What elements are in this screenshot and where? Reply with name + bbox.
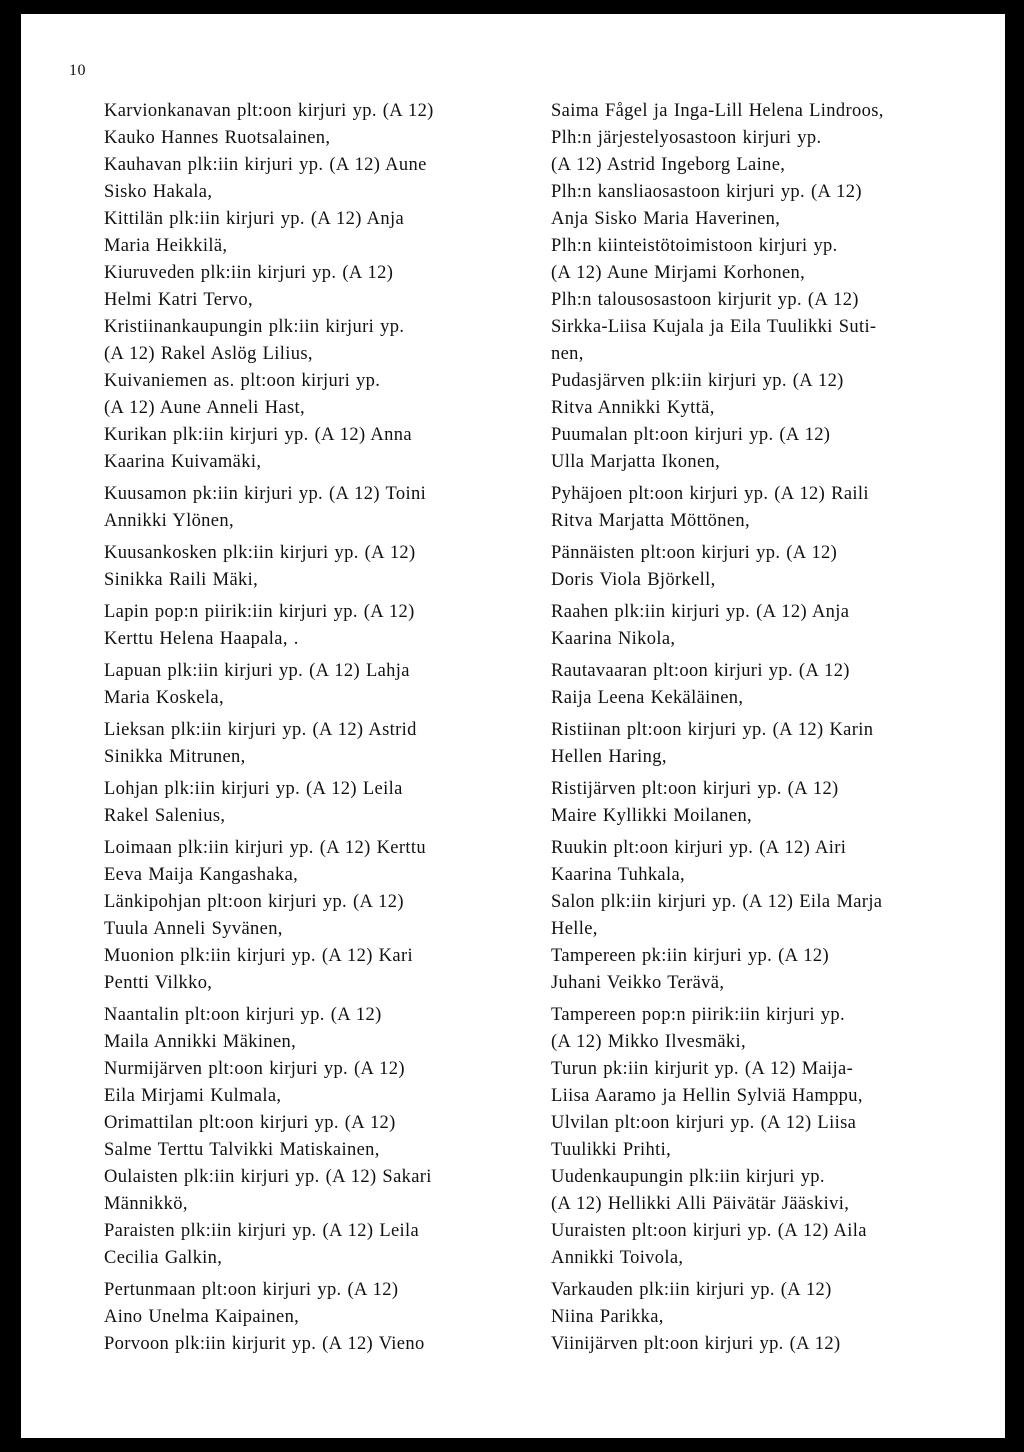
text-line: Plh:n kiinteistötoimistoon kirjuri yp. — [551, 236, 838, 256]
text-line: Pyhäjoen plt:oon kirjuri yp. (A 12) Raili — [551, 484, 869, 504]
text-line: Ristiinan plt:oon kirjuri yp. (A 12) Karin — [551, 720, 874, 740]
text-line: Tampereen pop:n piirik:iin kirjuri yp. — [551, 1005, 845, 1025]
text-line: Varkauden plk:iin kirjuri yp. (A 12) — [551, 1280, 832, 1300]
text-line: Liisa Aaramo ja Hellin Sylviä Hamppu, — [551, 1086, 863, 1106]
text-line: Ristijärven plt:oon kirjuri yp. (A 12) — [551, 779, 839, 799]
text-line: Männikkö, — [104, 1194, 188, 1214]
text-line: Helle, — [551, 919, 598, 939]
text-line: Kristiinankaupungin plk:iin kirjuri yp. — [104, 317, 405, 337]
text-line: Juhani Veikko Terävä, — [551, 973, 725, 993]
text-line: Oulaisten plk:iin kirjuri yp. (A 12) Sakari — [104, 1167, 432, 1187]
text-line: Maria Koskela, — [104, 688, 224, 708]
text-line: Loimaan plk:iin kirjuri yp. (A 12) Kerttu — [104, 838, 426, 858]
text-line: Pännäisten plt:oon kirjuri yp. (A 12) — [551, 543, 838, 563]
text-line: Lieksan plk:iin kirjuri yp. (A 12) Astrid — [104, 720, 417, 740]
text-line: Nurmijärven plt:oon kirjuri yp. (A 12) — [104, 1059, 405, 1079]
text-line: Pentti Vilkko, — [104, 973, 213, 993]
text-line: nen, — [551, 344, 584, 364]
text-line: Rakel Salenius, — [104, 806, 226, 826]
text-line: Tuula Anneli Syvänen, — [104, 919, 283, 939]
text-line: Kuusamon pk:iin kirjuri yp. (A 12) Toini — [104, 484, 427, 504]
text-line: Kerttu Helena Haapala, . — [104, 629, 299, 649]
text-line: (A 12) Aune Mirjami Korhonen, — [551, 263, 806, 283]
text-line: Uuraisten plt:oon kirjuri yp. (A 12) Aila — [551, 1221, 867, 1241]
text-line: Annikki Toivola, — [551, 1248, 684, 1268]
text-line: Kuivaniemen as. plt:oon kirjuri yp. — [104, 371, 381, 391]
text-line: Kiuruveden plk:iin kirjuri yp. (A 12) — [104, 263, 394, 283]
text-line: Tuulikki Prihti, — [551, 1140, 672, 1160]
text-line: Kauko Hannes Ruotsalainen, — [104, 128, 331, 148]
text-line: Helmi Katri Tervo, — [104, 290, 253, 310]
scan-border-right — [1005, 0, 1024, 1452]
text-line: (A 12) Astrid Ingeborg Laine, — [551, 155, 786, 175]
text-line: Salon plk:iin kirjuri yp. (A 12) Eila Marja — [551, 892, 883, 912]
text-line: Tampereen pk:iin kirjuri yp. (A 12) — [551, 946, 829, 966]
text-line: (A 12) Aune Anneli Hast, — [104, 398, 305, 418]
left-text-column — [104, 98, 514, 1358]
text-line: Ulla Marjatta Ikonen, — [551, 452, 721, 472]
text-line: Kuusankosken plk:iin kirjuri yp. (A 12) — [104, 543, 416, 563]
text-line: Puumalan plt:oon kirjuri yp. (A 12) — [551, 425, 831, 445]
text-line: Lohjan plk:iin kirjuri yp. (A 12) Leila — [104, 779, 403, 799]
text-line: Ritva Annikki Kyttä, — [551, 398, 715, 418]
text-line: Plh:n talousosastoon kirjurit yp. (A 12) — [551, 290, 859, 310]
text-line: Eeva Maija Kangashaka, — [104, 865, 299, 885]
text-line: Muonion plk:iin kirjuri yp. (A 12) Kari — [104, 946, 413, 966]
text-line: Hellen Haring, — [551, 747, 667, 767]
text-line: Karvionkanavan plt:oon kirjuri yp. (A 12) — [104, 101, 434, 121]
text-line: Annikki Ylönen, — [104, 511, 234, 531]
text-line: Uudenkaupungin plk:iin kirjuri yp. — [551, 1167, 825, 1187]
text-line: Pertunmaan plt:oon kirjuri yp. (A 12) — [104, 1280, 399, 1300]
text-line: Sisko Hakala, — [104, 182, 213, 202]
text-line: Anja Sisko Maria Haverinen, — [551, 209, 781, 229]
text-line: Salme Terttu Talvikki Matiskainen, — [104, 1140, 380, 1160]
text-line: Maila Annikki Mäkinen, — [104, 1032, 297, 1052]
text-line: Eila Mirjami Kulmala, — [104, 1086, 282, 1106]
text-line: Lapuan plk:iin kirjuri yp. (A 12) Lahja — [104, 661, 410, 681]
text-line: Rautavaaran plt:oon kirjuri yp. (A 12) — [551, 661, 850, 681]
text-line: Ritva Marjatta Möttönen, — [551, 511, 750, 531]
text-line: Sinikka Raili Mäki, — [104, 570, 259, 590]
text-line: Naantalin plt:oon kirjuri yp. (A 12) — [104, 1005, 382, 1025]
text-line: Turun pk:iin kirjurit yp. (A 12) Maija- — [551, 1059, 854, 1079]
text-line: Ruukin plt:oon kirjuri yp. (A 12) Airi — [551, 838, 847, 858]
text-line: Kittilän plk:iin kirjuri yp. (A 12) Anja — [104, 209, 405, 229]
text-line: Kaarina Kuivamäki, — [104, 452, 262, 472]
text-line: (A 12) Hellikki Alli Päivätär Jääskivi, — [551, 1194, 850, 1214]
text-line: Paraisten plk:iin kirjuri yp. (A 12) Leila — [104, 1221, 420, 1241]
text-line: Lapin pop:n piirik:iin kirjuri yp. (A 12) — [104, 602, 415, 622]
text-line: Aino Unelma Kaipainen, — [104, 1307, 300, 1327]
right-text-column — [551, 98, 951, 1358]
text-line: Saima Fågel ja Inga-Lill Helena Lindroos, — [551, 101, 884, 121]
text-line: Viinijärven plt:oon kirjuri yp. (A 12) — [551, 1334, 841, 1354]
text-line: Pudasjärven plk:iin kirjuri yp. (A 12) — [551, 371, 844, 391]
text-line: Cecilia Galkin, — [104, 1248, 223, 1268]
page-number: 10 — [69, 62, 86, 79]
scan-border-left — [0, 0, 21, 1452]
text-line: (A 12) Mikko Ilvesmäki, — [551, 1032, 747, 1052]
text-line: Länkipohjan plt:oon kirjuri yp. (A 12) — [104, 892, 404, 912]
text-line: Doris Viola Björkell, — [551, 570, 716, 590]
text-line: Kaarina Tuhkala, — [551, 865, 686, 885]
document-page — [21, 14, 1005, 1438]
text-line: (A 12) Rakel Aslög Lilius, — [104, 344, 313, 364]
text-line: Raahen plk:iin kirjuri yp. (A 12) Anja — [551, 602, 850, 622]
text-line: Porvoon plk:iin kirjurit yp. (A 12) Vieno — [104, 1334, 425, 1354]
text-line: Kauhavan plk:iin kirjuri yp. (A 12) Aune — [104, 155, 427, 175]
text-line: Maria Heikkilä, — [104, 236, 228, 256]
text-line: Raija Leena Kekäläinen, — [551, 688, 744, 708]
text-line: Plh:n kansliaosastoon kirjuri yp. (A 12) — [551, 182, 862, 202]
text-line: Maire Kyllikki Moilanen, — [551, 806, 753, 826]
text-line: Sinikka Mitrunen, — [104, 747, 246, 767]
text-line: Plh:n järjestelyosastoon kirjuri yp. — [551, 128, 822, 148]
text-line: Kaarina Nikola, — [551, 629, 676, 649]
text-line: Kurikan plk:iin kirjuri yp. (A 12) Anna — [104, 425, 412, 445]
text-line: Ulvilan plt:oon kirjuri yp. (A 12) Liisa — [551, 1113, 857, 1133]
text-line: Orimattilan plt:oon kirjuri yp. (A 12) — [104, 1113, 396, 1133]
text-line: Niina Parikka, — [551, 1307, 664, 1327]
text-line: Sirkka-Liisa Kujala ja Eila Tuulikki Suti- — [551, 317, 877, 337]
